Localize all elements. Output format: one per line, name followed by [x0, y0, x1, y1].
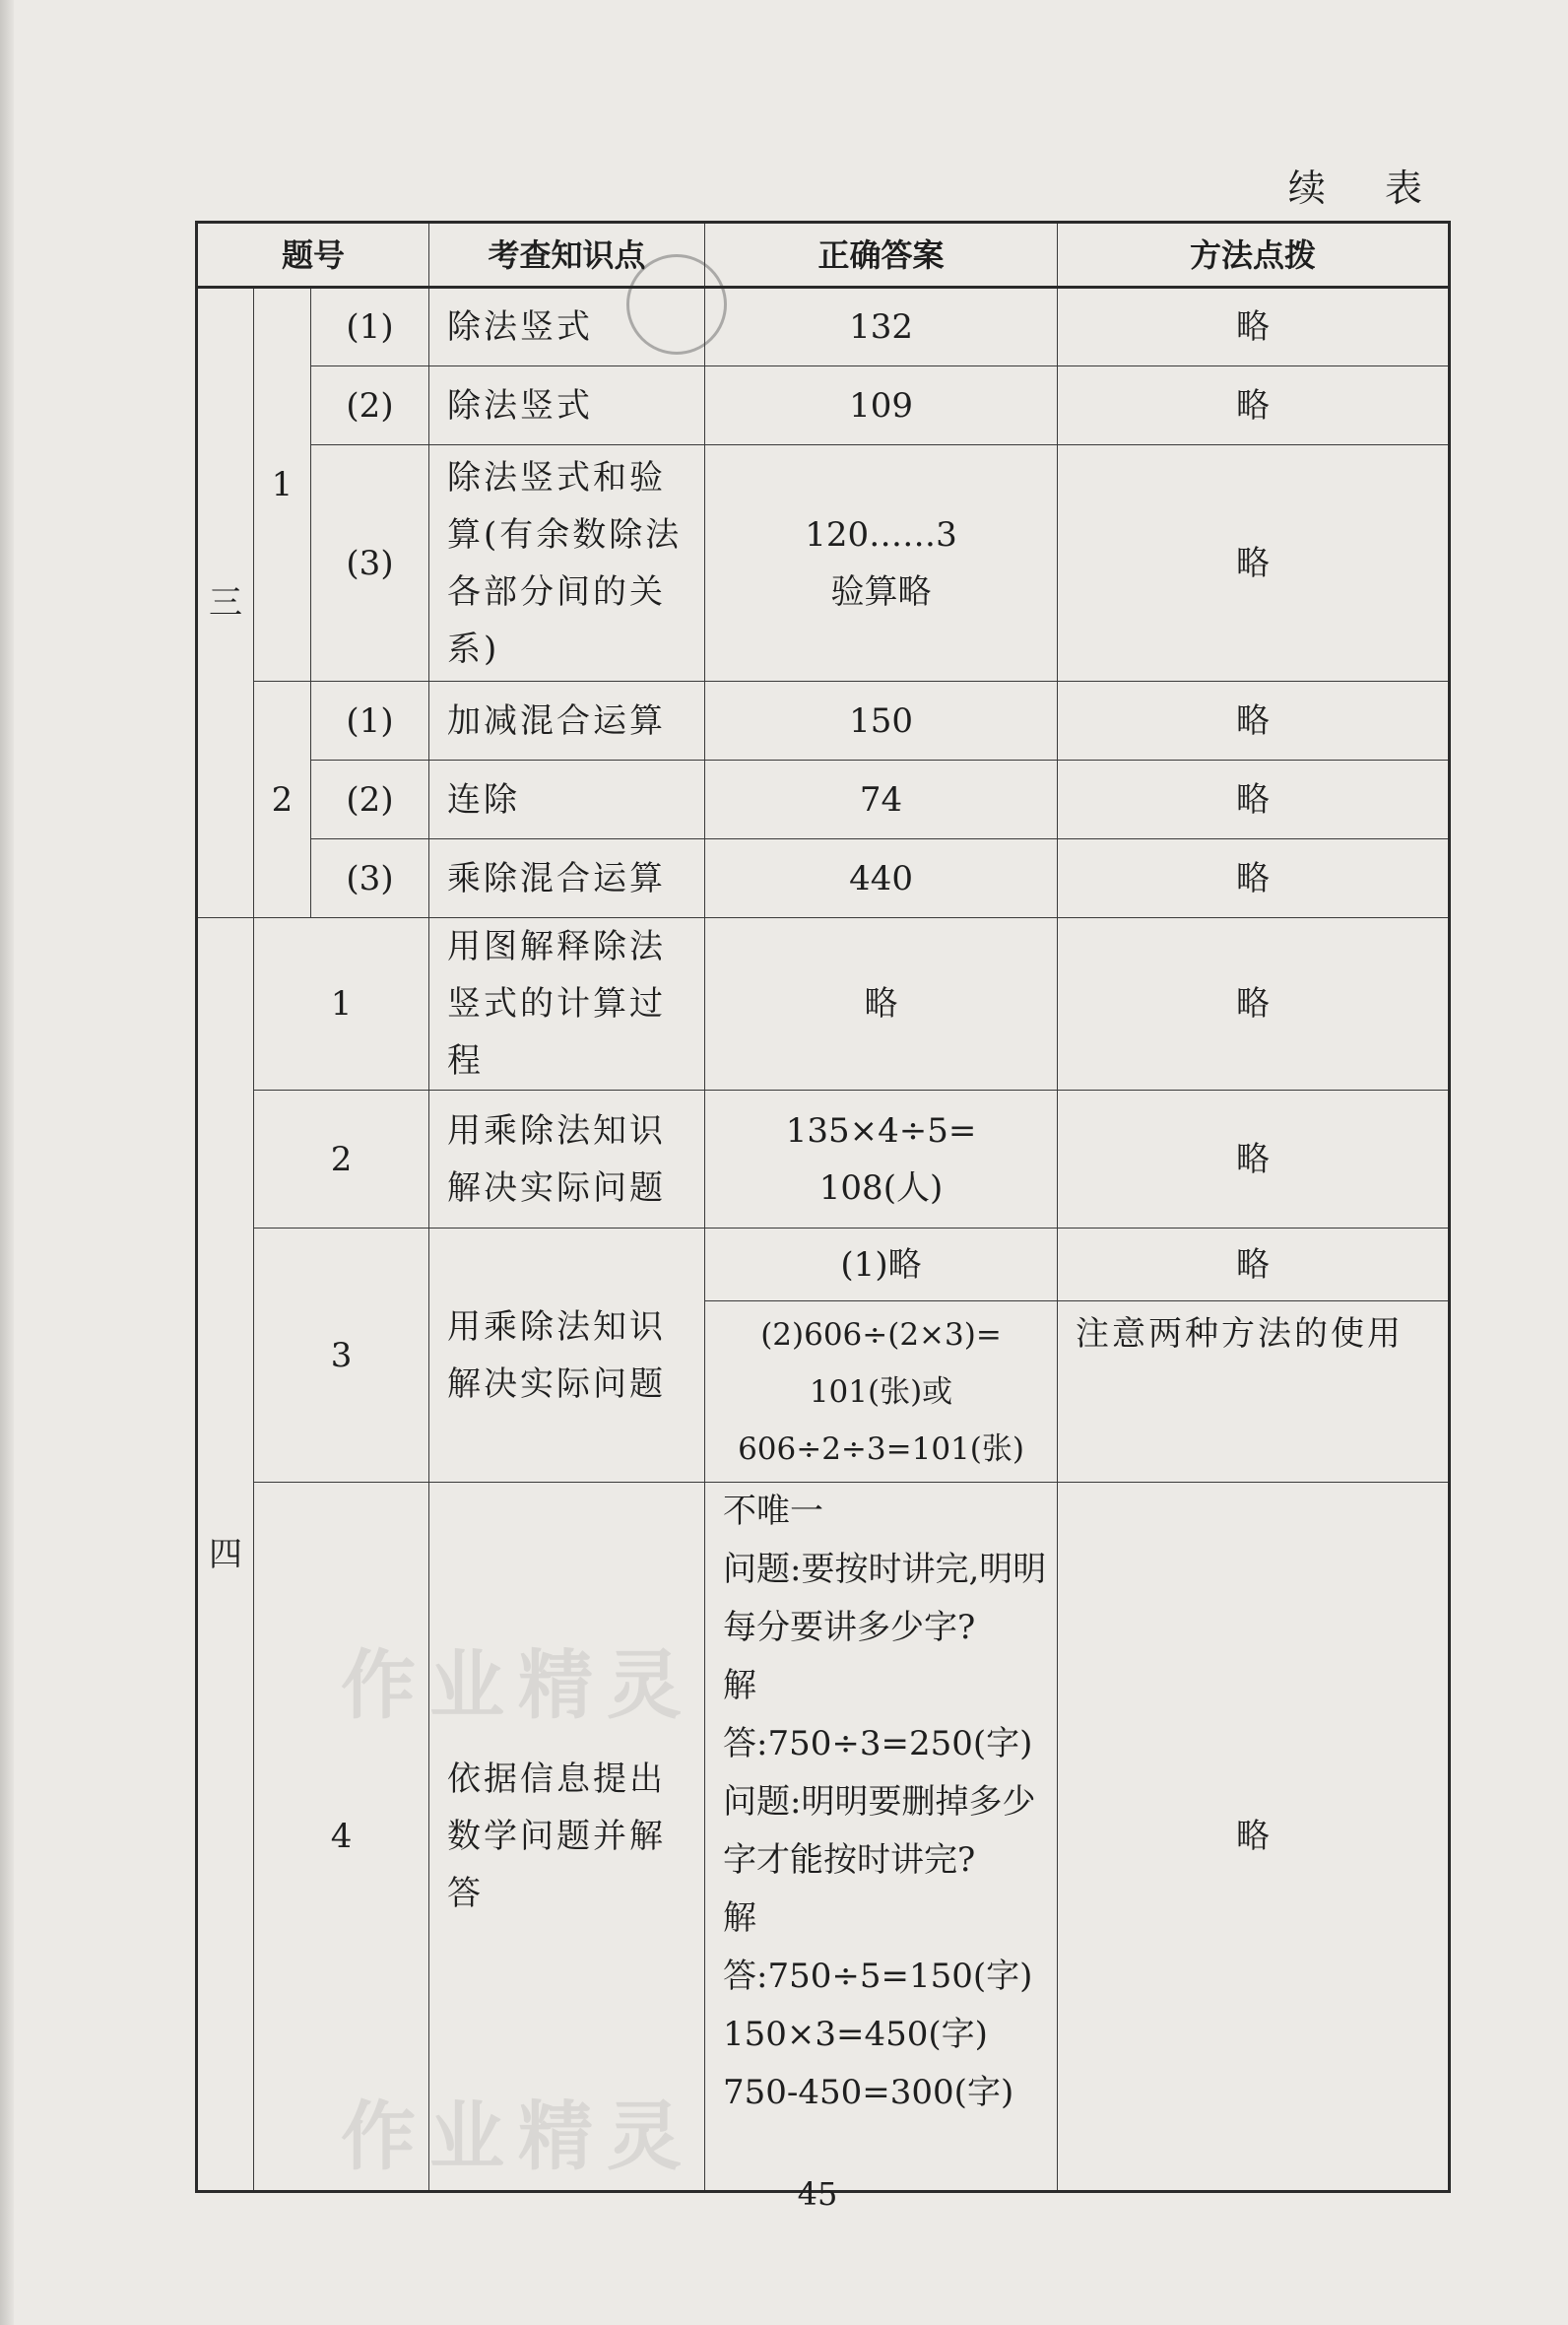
table-row: [197, 366, 1450, 445]
method-cell: 略: [1058, 761, 1450, 839]
question-number: 1: [254, 288, 311, 682]
sub-question-number: (3): [311, 445, 429, 682]
knowledge-cell: 依据信息提出数学问题并解答: [429, 1483, 705, 2192]
knowledge-cell: 连除: [429, 761, 705, 839]
answer-cell: 120……3 验算略: [705, 445, 1058, 682]
table-row: [197, 1091, 1450, 1229]
question-number: 1: [254, 918, 429, 1091]
page-edge-shadow: [0, 0, 14, 2325]
continued-label: 续 表: [1287, 166, 1446, 210]
answer-cell: 150: [705, 682, 1058, 761]
knowledge-cell: 加减混合运算: [429, 682, 705, 761]
knowledge-cell: 用乘除法知识解决实际问题: [429, 1229, 705, 1483]
knowledge-cell: 除法竖式和验算(有余数除法各部分间的关系): [429, 445, 705, 682]
answer-cell: 135×4÷5= 108(人): [705, 1091, 1058, 1229]
answer-cell: 不唯一 问题:要按时讲完,明明每分要讲多少字? 解答:750÷3=250(字) 问题:明明要删掉多少字才能按时讲完? 解答:750÷5=150(字) 150×3=450(字) 750-450=300(字): [705, 1483, 1058, 2192]
section-label: 四: [197, 918, 254, 2192]
table-row: [197, 839, 1450, 918]
header-row: [197, 223, 1450, 288]
sub-question-number: (2): [311, 366, 429, 445]
method-cell: 略: [1058, 288, 1450, 366]
method-cell: 略: [1058, 366, 1450, 445]
answer-cell: 略: [705, 918, 1058, 1091]
page-number: 45: [797, 2175, 838, 2213]
knowledge-cell: 除法竖式: [429, 288, 705, 366]
knowledge-cell: 除法竖式: [429, 366, 705, 445]
watermark-text: 作业精灵: [341, 1641, 695, 1729]
method-cell: 略: [1058, 445, 1450, 682]
method-cell: 略: [1058, 682, 1450, 761]
answer-table: [195, 221, 1451, 2193]
method-cell: 略: [1058, 1229, 1450, 1301]
question-number: 2: [254, 1091, 429, 1229]
table-row: [197, 288, 1450, 366]
table-row: [197, 761, 1450, 839]
section-label: 三: [197, 288, 254, 918]
knowledge-cell: 用乘除法知识解决实际问题: [429, 1091, 705, 1229]
answer-cell: 440: [705, 839, 1058, 918]
table-row: [197, 918, 1450, 1091]
sub-question-number: (3): [311, 839, 429, 918]
answer-cell: 132: [705, 288, 1058, 366]
question-number: 3: [254, 1229, 429, 1483]
method-cell: 略: [1058, 839, 1450, 918]
question-number: 4: [254, 1483, 429, 2192]
method-cell: 略: [1058, 1483, 1450, 2192]
sub-question-number: (1): [311, 682, 429, 761]
answer-cell: (2)606÷(2×3)= 101(张)或 606÷2÷3=101(张): [705, 1301, 1058, 1483]
header-knowledge: 考查知识点: [429, 223, 705, 288]
method-cell: 略: [1058, 918, 1450, 1091]
table-row: [197, 1229, 1450, 1301]
header-answer: 正确答案: [705, 223, 1058, 288]
sub-question-number: (1): [311, 288, 429, 366]
table-row: [197, 682, 1450, 761]
table-row: [197, 445, 1450, 682]
header-method: 方法点拨: [1058, 223, 1450, 288]
answer-cell: 109: [705, 366, 1058, 445]
question-number: 2: [254, 682, 311, 918]
header-number: 题号: [197, 223, 429, 288]
knowledge-cell: 乘除混合运算: [429, 839, 705, 918]
watermark-text: 作业精灵: [341, 2092, 695, 2180]
answer-cell: 74: [705, 761, 1058, 839]
method-cell: 略: [1058, 1091, 1450, 1229]
method-cell: 注意两种方法的使用: [1058, 1301, 1450, 1483]
sub-question-number: (2): [311, 761, 429, 839]
table-row: [197, 1483, 1450, 2192]
knowledge-cell: 用图解释除法竖式的计算过程: [429, 918, 705, 1091]
answer-cell: (1)略: [705, 1229, 1058, 1301]
